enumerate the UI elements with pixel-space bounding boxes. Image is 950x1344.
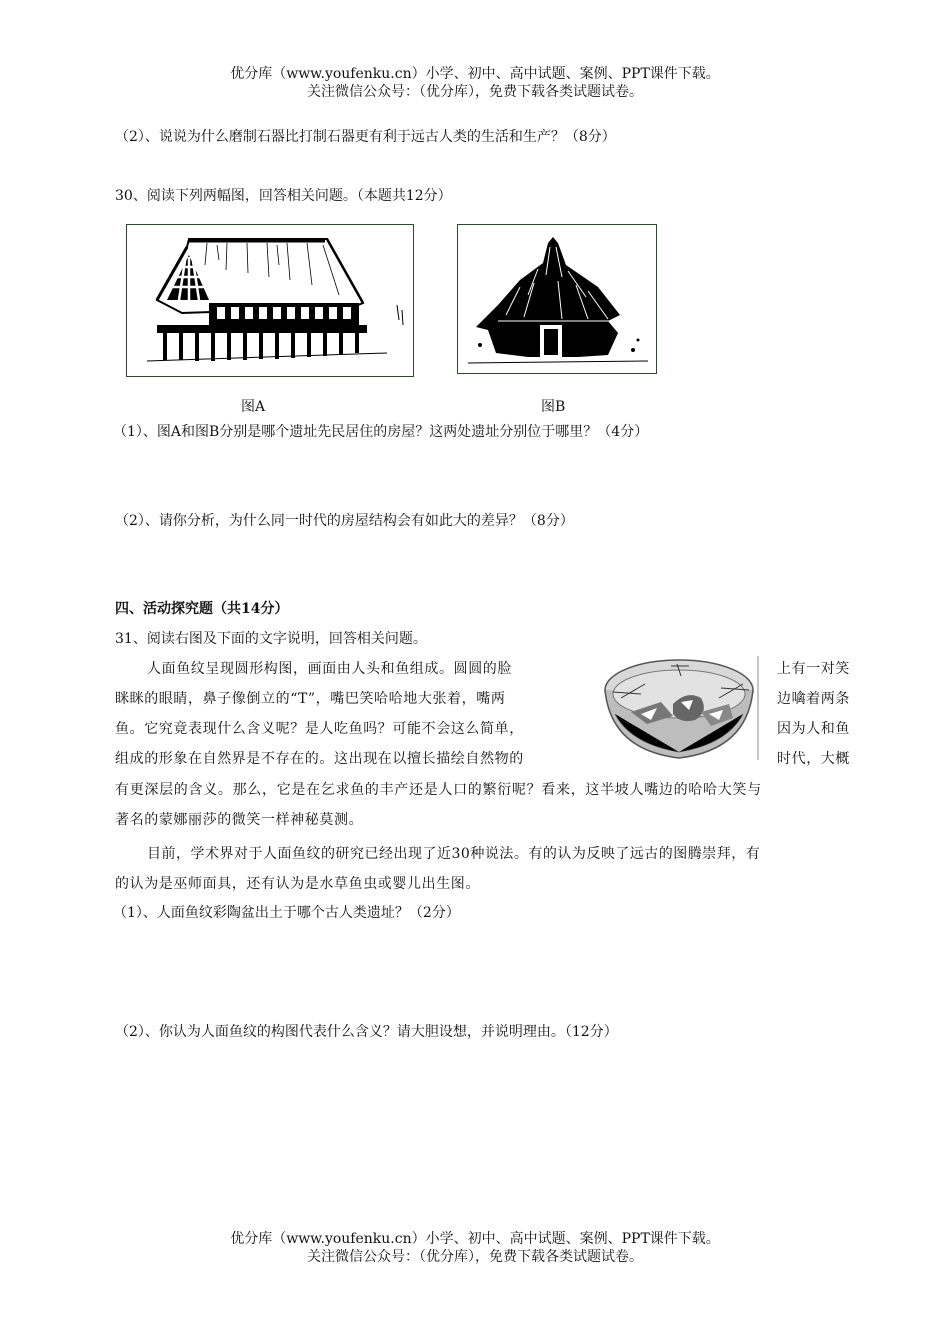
- q31-para1-line3-left: 鱼。它究竟表现什么含义呢？是人吃鱼吗？可能不会这么简单，: [115, 721, 524, 737]
- question-30-part1: （1）、图A和图B分别是哪个遗址先民居住的房屋？这两处遗址分别位于哪里？（4分）: [113, 424, 649, 440]
- q31-para1-line4-right: 时代，大概: [777, 751, 850, 767]
- figure-a-caption: 图A: [241, 399, 266, 415]
- stilt-house-illustration: [127, 225, 413, 376]
- figure-b-frame: [457, 224, 657, 374]
- question-29-part2: （2）、说说为什么磨制石器比打制石器更有利于远古人类的生活和生产？（8分）: [115, 129, 616, 145]
- page-header-line2: 关注微信公众号：（优分库），免费下载各类试题试卷。: [307, 84, 643, 100]
- q31-para1-line6: 著名的蒙娜丽莎的微笑一样神秘莫测。: [115, 812, 364, 828]
- section-4-title: 四、活动探究题（共14分）: [115, 601, 289, 617]
- q31-para2-line1: 目前，学术界对于人面鱼纹的研究已经出现了近30种说法。有的认为反映了远古的图腾崇拜，有: [147, 846, 761, 862]
- q31-para1-line2-left: 眯眯的眼睛，鼻子像倒立的“T”，嘴巴笑哈哈地大张着，嘴两: [115, 691, 506, 707]
- q31-para1-line4-left: 组成的形象在自然界是不存在的。这出现在以擅长描绘自然物的: [115, 751, 524, 767]
- page-footer-line1: 优分库（www.youfenku.cn）小学、初中、高中试题、案例、PPT课件下载。: [230, 1231, 720, 1247]
- q31-para1-line1-right: 上有一对笑: [777, 661, 850, 677]
- question-31-part2: （2）、你认为人面鱼纹的构图代表什么含义？请大胆设想，并说明理由。（12分）: [115, 1024, 618, 1040]
- q31-para1-line3-right: 因为人和鱼: [777, 721, 850, 737]
- question-31-title: 31、阅读右图及下面的文字说明，回答相关问题。: [115, 631, 427, 647]
- page-header-line1: 优分库（www.youfenku.cn）小学、初中、高中试题、案例、PPT课件下载。: [230, 66, 720, 82]
- figure-a-frame: [126, 224, 414, 377]
- painted-pottery-basin-image: [601, 654, 759, 762]
- q31-para1-line5: 有更深层的含义。那么，它是在乞求鱼的丰产还是人口的繁衍呢？看来，这半坡人嘴边的哈哈大笑与: [115, 782, 762, 798]
- thatched-hut-illustration: [458, 225, 656, 373]
- figure-b-caption: 图B: [541, 399, 566, 415]
- q31-para2-line2: 的认为是巫师面具，还有认为是水草鱼虫或婴儿出生图。: [115, 876, 480, 892]
- q31-para1-line2-right: 边噙着两条: [777, 691, 850, 707]
- question-30-part2: （2）、请你分析，为什么同一时代的房屋结构会有如此大的差异？（8分）: [115, 513, 574, 529]
- question-30-title: 30、阅读下列两幅图，回答相关问题。（本题共12分）: [115, 188, 452, 204]
- page-footer-line2: 关注微信公众号：（优分库），免费下载各类试题试卷。: [307, 1249, 643, 1265]
- question-31-part1: （1）、人面鱼纹彩陶盆出土于哪个古人类遗址？（2分）: [113, 905, 460, 921]
- q31-para1-line1-left: 人面鱼纹呈现圆形构图，画面由人头和鱼组成。圆圆的脸: [147, 661, 512, 677]
